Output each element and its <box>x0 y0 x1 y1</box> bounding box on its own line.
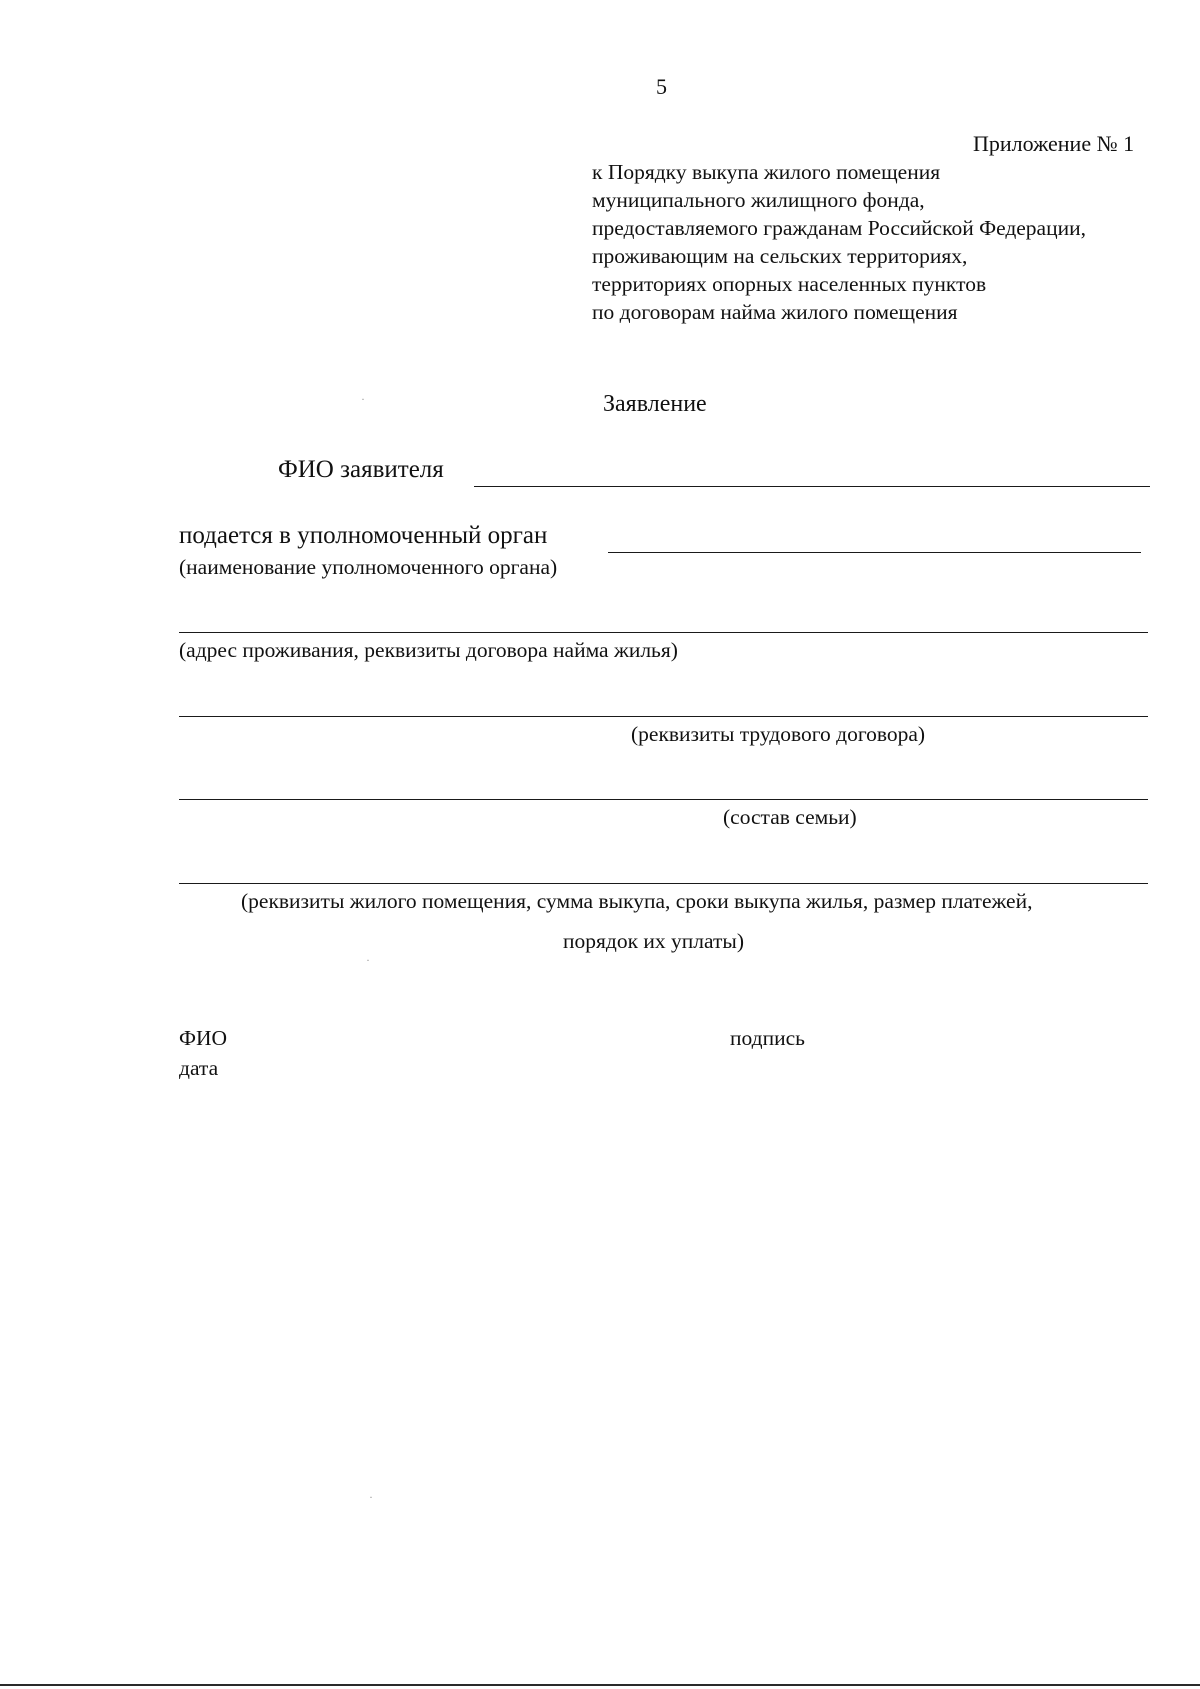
appendix-line: муниципального жилищного фонда, <box>592 188 925 212</box>
scan-speck: · <box>369 1490 373 1504</box>
address-field[interactable] <box>179 632 1148 633</box>
appendix-title: Приложение № 1 <box>973 131 1135 156</box>
employment-caption: (реквизиты трудового договора) <box>631 722 926 746</box>
authority-caption: (наименование уполномоченного органа) <box>179 555 558 579</box>
page-number: 5 <box>656 74 667 99</box>
document-title: Заявление <box>603 391 707 417</box>
family-caption: (состав семьи) <box>723 805 857 829</box>
appendix-line: проживающим на сельских территориях, <box>592 244 968 268</box>
appendix-line: предоставляемого гражданам Российской Федерации, <box>592 216 1086 240</box>
applicant-name-field[interactable] <box>474 486 1150 487</box>
housing-caption-line1: (реквизиты жилого помещения, сумма выкупа, сроки выкупа жилья, размер платежей, <box>241 889 1033 913</box>
appendix-line: к Порядку выкупа жилого помещения <box>592 160 941 184</box>
scan-speck: · <box>361 392 365 406</box>
appendix-line: территориях опорных населенных пунктов <box>592 272 987 296</box>
address-caption: (адрес проживания, реквизиты договора найма жилья) <box>179 638 678 662</box>
employment-field[interactable] <box>179 716 1148 717</box>
signature-label: подпись <box>730 1026 805 1050</box>
applicant-name-label: ФИО заявителя <box>278 456 444 483</box>
housing-caption-line2: порядок их уплаты) <box>563 929 745 953</box>
signature-name-label: ФИО <box>179 1026 228 1050</box>
page-bottom-edge <box>0 1684 1200 1686</box>
housing-details-field[interactable] <box>179 883 1148 884</box>
date-label: дата <box>179 1056 219 1080</box>
scan-speck: · <box>366 953 370 967</box>
family-field[interactable] <box>179 799 1148 800</box>
authority-field[interactable] <box>608 552 1141 553</box>
appendix-line: по договорам найма жилого помещения <box>592 300 958 324</box>
authority-label: подается в уполномоченный орган <box>179 522 548 549</box>
appendix-text <box>592 158 1086 326</box>
